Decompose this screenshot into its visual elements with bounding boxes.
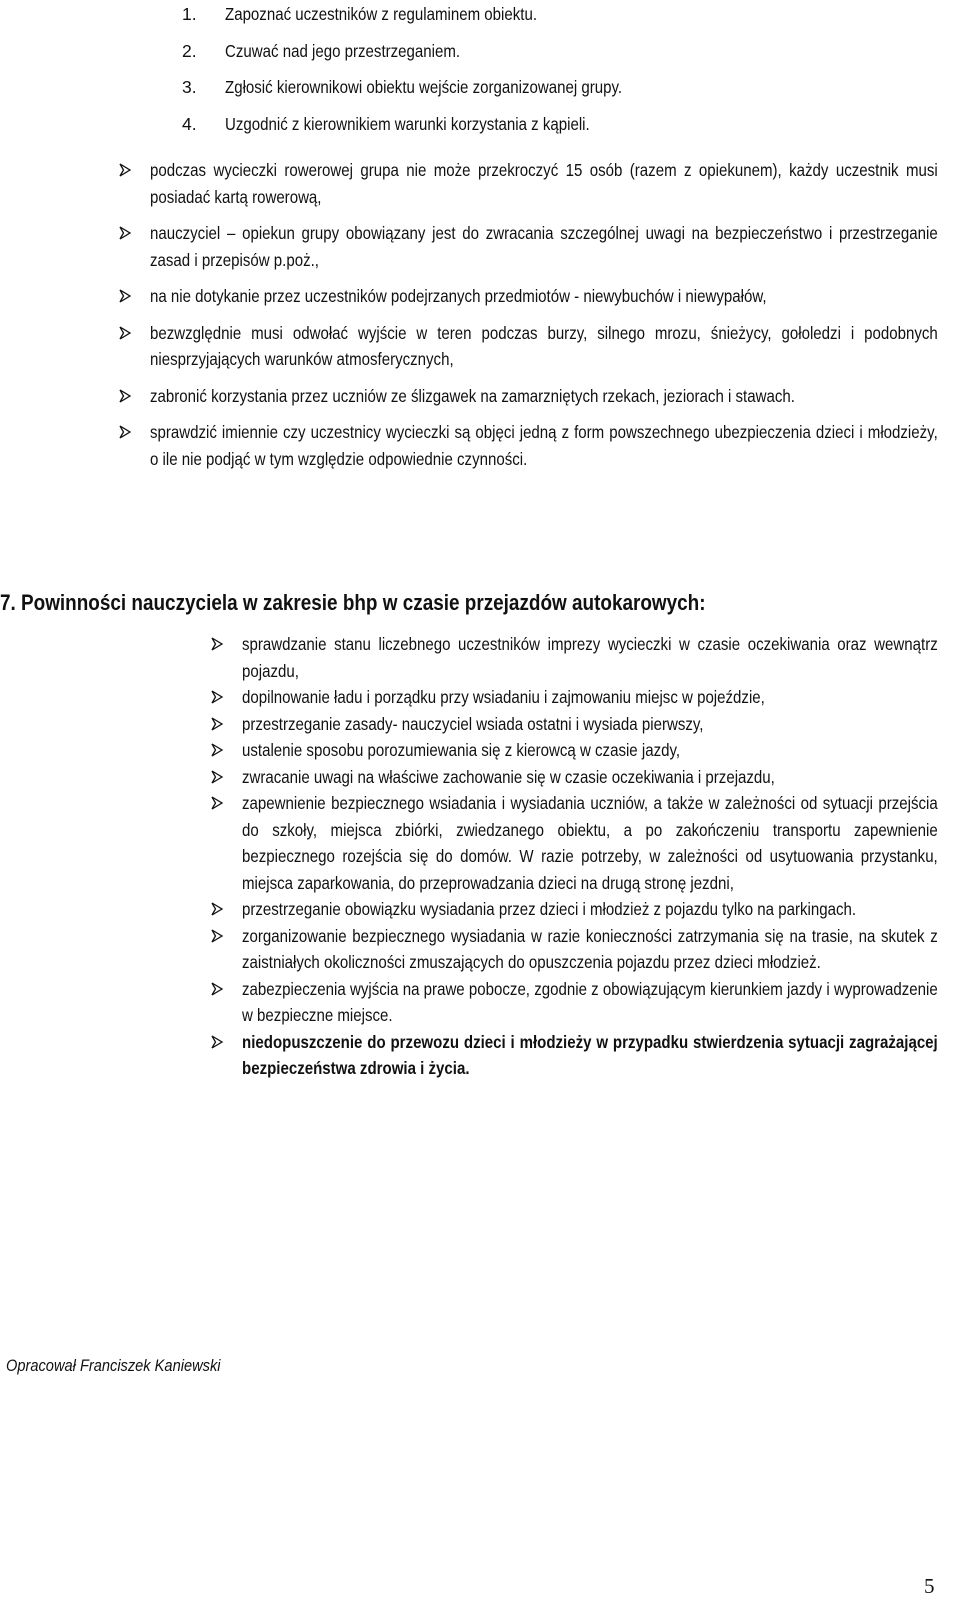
list-item xyxy=(182,39,922,76)
list-item-text: zorganizowanie bezpiecznego wysiadania w razie konieczności zatrzymania się na trasie, na skutek z zaistniałych okoliczności zmuszających do opuszczenia pojazdu przez dzieci młodzież. xyxy=(242,925,938,972)
list-item-text: niedopuszczenie do przewozu dzieci i młodzieży w przypadku stwierdzenia sytuacji zagrażającej bezpieczeństwa zdrowia i życia. xyxy=(242,1031,938,1078)
list-item xyxy=(210,631,938,684)
list-item-text: podczas wycieczki rowerowej grupa nie może przekroczyć 15 osób (razem z opiekunem), każdy uczestnik musi posiadać kartą rowerową, xyxy=(150,160,938,207)
list-item-text: zapewnienie bezpiecznego wsiadania i wysiadania uczniów, a także w zależności od sytuacji przejścia do szkoły, miejsca zbiórki, zwiedzanego obiektu, a po zakończeniu transportu zapewnienie bezpiecznego rozejścia się do domów. W razie potrzeby, w zależności od usytuowania przystanku, miejsca zaparkowania, do przeprowadzania dzieci na drugą stronę jezdni, xyxy=(242,793,938,893)
author-signature: Opracował Franciszek Kaniewski xyxy=(6,1356,221,1375)
list-item-text: sprawdzanie stanu liczebnego uczestników imprezy wycieczki w czasie oczekiwania oraz wewnątrz pojazdu, xyxy=(242,634,938,681)
list-item xyxy=(210,923,938,976)
list-item-text: sprawdzić imiennie czy uczestnicy wycieczki są objęci jedną z form powszechnego ubezpieczenia dzieci i młodzieży, o ile nie podjąć w tym względzie odpowiednie czynności. xyxy=(150,422,938,469)
arrow-bullet-icon xyxy=(210,684,242,710)
list-item xyxy=(210,790,938,896)
list-item xyxy=(182,2,922,39)
page-number: 5 xyxy=(924,1574,935,1598)
list-item-text: Uzgodnić z kierownikiem warunki korzystania z kąpieli. xyxy=(225,113,590,134)
list-item xyxy=(182,75,922,112)
list-item-text: bezwzględnie musi odwołać wyjście w teren podczas burzy, silnego mrozu, śnieżycy, gołoledzi i podobnych niesprzyjających warunków atmosferycznych, xyxy=(150,322,938,369)
list-item xyxy=(210,896,938,923)
list-item-text: Czuwać nad jego przestrzeganiem. xyxy=(225,40,461,61)
list-item xyxy=(182,112,922,149)
arrow-bullet-icon xyxy=(118,283,150,309)
arrow-bullet-icon xyxy=(210,790,242,816)
arrow-bullet-icon xyxy=(118,320,150,346)
list-item-text: przestrzeganie obowiązku wysiadania przez dzieci i młodzież z pojazdu tylko na parkingach. xyxy=(242,899,857,919)
list-item-number: 4. xyxy=(182,113,197,134)
list-item xyxy=(118,157,938,210)
arrow-bullet-icon xyxy=(118,419,150,445)
list-item xyxy=(210,976,938,1029)
arrow-bullet-icon xyxy=(210,631,242,657)
list-item-text: Zgłosić kierownikowi obiektu wejście zorganizowanej grupy. xyxy=(225,77,623,97)
arrow-bullet-icon xyxy=(118,383,150,409)
list-item-text: przestrzeganie zasady- nauczyciel wsiada ostatni i wysiada pierwszy, xyxy=(242,713,704,734)
list-item-text: dopilnowanie ładu i porządku przy wsiadaniu i zajmowaniu miejsc w pojeździe, xyxy=(242,687,765,707)
arrow-bullet-icon xyxy=(210,923,242,949)
list-item-number: 1. xyxy=(182,4,197,24)
arrow-bullet-icon xyxy=(118,157,150,183)
list-item xyxy=(210,711,938,738)
list-item-text: zabezpieczenia wyjścia na prawe pobocze, zgodnie z obowiązującym kierunkiem jazdy i wyprowadzenie w bezpieczne miejsce. xyxy=(242,978,938,1025)
list-item xyxy=(118,320,938,373)
section-heading: 7. Powinności nauczyciela w zakresie bhp w czasie przejazdów autokarowych: xyxy=(0,590,706,615)
list-item xyxy=(118,220,938,273)
list-item-text: na nie dotykanie przez uczestników podejrzanych przedmiotów - niewybuchów i niewypałów, xyxy=(150,286,767,306)
list-item-text: ustalenie sposobu porozumiewania się z kierowcą w czasie jazdy, xyxy=(242,740,681,760)
list-item xyxy=(210,684,938,711)
list-item xyxy=(118,383,938,410)
list-item xyxy=(210,1029,938,1082)
arrow-bullet-icon xyxy=(210,737,242,763)
list-item xyxy=(210,737,938,764)
numbered-list xyxy=(182,2,922,148)
list-item xyxy=(118,419,938,472)
list-item-text: Zapoznać uczestników z regulaminem obiektu. xyxy=(225,4,538,24)
arrow-bullet-icon xyxy=(210,764,242,790)
arrow-bullet-icon xyxy=(210,1029,242,1055)
bullet-list-general xyxy=(118,157,938,482)
list-item-text: nauczyciel – opiekun grupy obowiązany jest do zwracania szczególnej uwagi na bezpieczeństwo i przestrzeganie zasad i przepisów p.poż., xyxy=(150,223,938,270)
list-item-text: zwracanie uwagi na właściwe zachowanie się w czasie oczekiwania i przejazdu, xyxy=(242,766,775,787)
arrow-bullet-icon xyxy=(210,711,242,737)
list-item-number: 2. xyxy=(182,40,197,61)
arrow-bullet-icon xyxy=(210,976,242,1002)
list-item xyxy=(118,283,938,310)
arrow-bullet-icon xyxy=(210,896,242,922)
list-item xyxy=(210,764,938,791)
list-item-text: zabronić korzystania przez uczniów ze ślizgawek na zamarzniętych rzekach, jeziorach i stawach. xyxy=(150,385,795,406)
arrow-bullet-icon xyxy=(118,220,150,246)
list-item-number: 3. xyxy=(182,77,197,97)
bullet-list-bus-travel xyxy=(210,631,938,1082)
